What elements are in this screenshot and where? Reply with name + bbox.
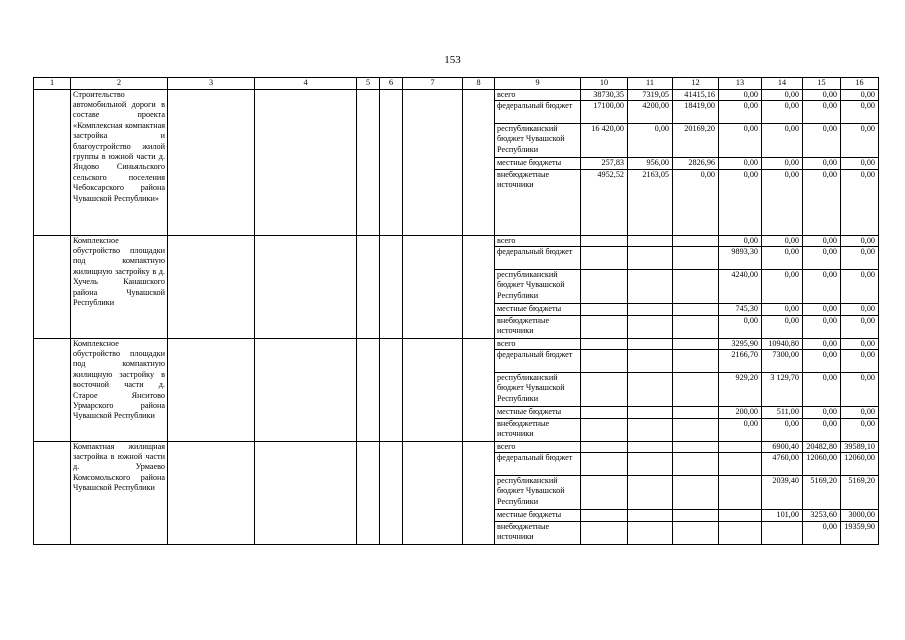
- amount-cell: [673, 407, 719, 419]
- amount-cell: [673, 418, 719, 441]
- amount-cell: [628, 441, 673, 453]
- row-number-cell: [34, 235, 71, 338]
- amount-cell: [719, 521, 762, 544]
- amount-cell: 5169,20: [841, 476, 879, 510]
- amount-cell: 0,00: [841, 304, 879, 316]
- amount-cell: [673, 350, 719, 373]
- empty-cell: [357, 338, 380, 441]
- amount-cell: 0,00: [673, 169, 719, 235]
- column-number: 8: [463, 78, 495, 90]
- amount-cell: [719, 476, 762, 510]
- amount-cell: 0,00: [803, 158, 841, 170]
- amount-cell: 0,00: [841, 124, 879, 158]
- amount-cell: [673, 441, 719, 453]
- empty-cell: [168, 89, 255, 235]
- funding-source: федеральный бюджет: [495, 101, 581, 124]
- amount-cell: [581, 304, 628, 316]
- funding-source: федеральный бюджет: [495, 350, 581, 373]
- amount-cell: 17100,00: [581, 101, 628, 124]
- funding-source: всего: [495, 441, 581, 453]
- amount-cell: 0,00: [841, 158, 879, 170]
- amount-cell: [628, 407, 673, 419]
- amount-cell: 0,00: [803, 407, 841, 419]
- funding-source: республиканский бюджет Чувашской Республики: [495, 373, 581, 407]
- amount-cell: 6900,40: [762, 441, 803, 453]
- empty-cell: [255, 441, 357, 544]
- funding-source: всего: [495, 235, 581, 247]
- amount-cell: 0,00: [803, 418, 841, 441]
- amount-cell: [628, 373, 673, 407]
- empty-cell: [357, 89, 380, 235]
- column-number: 15: [803, 78, 841, 90]
- amount-cell: [628, 453, 673, 476]
- empty-cell: [255, 235, 357, 338]
- funding-source: республиканский бюджет Чувашской Республики: [495, 476, 581, 510]
- amount-cell: 0,00: [841, 89, 879, 101]
- project-name: Компактная жилищная застройка в южной части д. Урмаево Комсомольского района Чувашской Республики: [71, 441, 168, 544]
- column-number: 10: [581, 78, 628, 90]
- amount-cell: 3 129,70: [762, 373, 803, 407]
- amount-cell: 38730,35: [581, 89, 628, 101]
- amount-cell: 20482,80: [803, 441, 841, 453]
- amount-cell: 0,00: [803, 373, 841, 407]
- amount-cell: 0,00: [803, 270, 841, 304]
- project-name: Комплексное обустройство площадки под компактную жилищную застройку в д. Хучель Канашского района Чувашской Республики: [71, 235, 168, 338]
- amount-cell: 0,00: [841, 315, 879, 338]
- empty-cell: [380, 89, 403, 235]
- amount-cell: 10940,80: [762, 338, 803, 350]
- empty-cell: [380, 235, 403, 338]
- amount-cell: 0,00: [803, 350, 841, 373]
- amount-cell: 0,00: [841, 338, 879, 350]
- amount-cell: [762, 521, 803, 544]
- amount-cell: 19359,90: [841, 521, 879, 544]
- amount-cell: 20169,20: [673, 124, 719, 158]
- amount-cell: 9893,30: [719, 247, 762, 270]
- column-number: 2: [71, 78, 168, 90]
- funding-source: местные бюджеты: [495, 158, 581, 170]
- funding-source: местные бюджеты: [495, 304, 581, 316]
- row-number-cell: [34, 89, 71, 235]
- funding-source: республиканский бюджет Чувашской Республики: [495, 270, 581, 304]
- amount-cell: 0,00: [719, 124, 762, 158]
- amount-cell: 0,00: [803, 315, 841, 338]
- amount-cell: 0,00: [762, 89, 803, 101]
- empty-cell: [380, 441, 403, 544]
- amount-cell: 2039,40: [762, 476, 803, 510]
- amount-cell: [581, 247, 628, 270]
- amount-cell: 0,00: [719, 418, 762, 441]
- amount-cell: [673, 304, 719, 316]
- amount-cell: 5169,20: [803, 476, 841, 510]
- funding-source: всего: [495, 89, 581, 101]
- amount-cell: 0,00: [719, 158, 762, 170]
- amount-cell: 0,00: [841, 169, 879, 235]
- amount-cell: [628, 247, 673, 270]
- funding-source: внебюджетные источники: [495, 169, 581, 235]
- empty-cell: [255, 89, 357, 235]
- amount-cell: [581, 441, 628, 453]
- amount-cell: 0,00: [803, 521, 841, 544]
- amount-cell: 0,00: [803, 247, 841, 270]
- amount-cell: 0,00: [841, 247, 879, 270]
- amount-cell: 929,20: [719, 373, 762, 407]
- amount-cell: 4200,00: [628, 101, 673, 124]
- amount-cell: [673, 510, 719, 522]
- amount-cell: [673, 270, 719, 304]
- amount-cell: [628, 510, 673, 522]
- amount-cell: 0,00: [719, 315, 762, 338]
- amount-cell: 0,00: [803, 89, 841, 101]
- column-number: 14: [762, 78, 803, 90]
- amount-cell: [581, 418, 628, 441]
- row-number-cell: [34, 441, 71, 544]
- amount-cell: 0,00: [841, 101, 879, 124]
- project-name: Комплексное обустройство площадки под компактную жилищную застройку в восточной части д. Старое Янситово Урмарского района Чувашской Республики: [71, 338, 168, 441]
- amount-cell: [719, 453, 762, 476]
- amount-cell: [673, 315, 719, 338]
- amount-cell: 7319,05: [628, 89, 673, 101]
- amount-cell: 16 420,00: [581, 124, 628, 158]
- column-number: 12: [673, 78, 719, 90]
- amount-cell: [673, 476, 719, 510]
- amount-cell: [581, 407, 628, 419]
- amount-cell: [673, 453, 719, 476]
- funding-source: федеральный бюджет: [495, 247, 581, 270]
- amount-cell: 41415,16: [673, 89, 719, 101]
- amount-cell: 2163,05: [628, 169, 673, 235]
- amount-cell: 0,00: [762, 418, 803, 441]
- amount-cell: [628, 315, 673, 338]
- amount-cell: [628, 418, 673, 441]
- empty-cell: [357, 441, 380, 544]
- amount-cell: 2166,70: [719, 350, 762, 373]
- amount-cell: [628, 338, 673, 350]
- amount-cell: [581, 315, 628, 338]
- table-row: [34, 338, 879, 350]
- amount-cell: [581, 235, 628, 247]
- amount-cell: 0,00: [841, 270, 879, 304]
- amount-cell: [581, 521, 628, 544]
- empty-cell: [403, 441, 463, 544]
- amount-cell: 3000,00: [841, 510, 879, 522]
- empty-cell: [380, 338, 403, 441]
- funding-source: местные бюджеты: [495, 407, 581, 419]
- amount-cell: 0,00: [762, 124, 803, 158]
- amount-cell: 18419,00: [673, 101, 719, 124]
- empty-cell: [357, 235, 380, 338]
- amount-cell: 257,83: [581, 158, 628, 170]
- empty-cell: [403, 235, 463, 338]
- amount-cell: 0,00: [719, 89, 762, 101]
- amount-cell: 4240,00: [719, 270, 762, 304]
- empty-cell: [463, 235, 495, 338]
- amount-cell: 0,00: [803, 169, 841, 235]
- funding-source: республиканский бюджет Чувашской Республики: [495, 124, 581, 158]
- amount-cell: 12060,00: [841, 453, 879, 476]
- column-number: 1: [34, 78, 71, 90]
- column-number: 3: [168, 78, 255, 90]
- empty-cell: [168, 441, 255, 544]
- amount-cell: 511,00: [762, 407, 803, 419]
- empty-cell: [463, 441, 495, 544]
- funding-source: федеральный бюджет: [495, 453, 581, 476]
- amount-cell: 0,00: [841, 235, 879, 247]
- table-row: [34, 89, 879, 101]
- column-number: 11: [628, 78, 673, 90]
- amount-cell: 12060,00: [803, 453, 841, 476]
- amount-cell: [673, 338, 719, 350]
- amount-cell: 3295,90: [719, 338, 762, 350]
- page-number: 153: [444, 54, 461, 66]
- budget-table: [33, 77, 879, 545]
- amount-cell: 3253,60: [803, 510, 841, 522]
- amount-cell: 0,00: [762, 101, 803, 124]
- empty-cell: [463, 89, 495, 235]
- amount-cell: 0,00: [719, 169, 762, 235]
- column-number: 16: [841, 78, 879, 90]
- amount-cell: 745,30: [719, 304, 762, 316]
- funding-source: всего: [495, 338, 581, 350]
- amount-cell: 101,00: [762, 510, 803, 522]
- empty-cell: [463, 338, 495, 441]
- amount-cell: 0,00: [762, 304, 803, 316]
- amount-cell: [719, 510, 762, 522]
- funding-source: внебюджетные источники: [495, 418, 581, 441]
- amount-cell: 0,00: [841, 373, 879, 407]
- amount-cell: 0,00: [803, 304, 841, 316]
- funding-source: местные бюджеты: [495, 510, 581, 522]
- amount-cell: 956,00: [628, 158, 673, 170]
- amount-cell: 0,00: [841, 418, 879, 441]
- amount-cell: [581, 338, 628, 350]
- amount-cell: 0,00: [803, 338, 841, 350]
- amount-cell: [628, 350, 673, 373]
- funding-source: внебюджетные источники: [495, 521, 581, 544]
- amount-cell: 0,00: [762, 169, 803, 235]
- amount-cell: 0,00: [841, 407, 879, 419]
- amount-cell: [673, 373, 719, 407]
- table-row: [34, 235, 879, 247]
- column-number: 4: [255, 78, 357, 90]
- amount-cell: [628, 235, 673, 247]
- column-number-row: [34, 78, 879, 90]
- amount-cell: 0,00: [841, 350, 879, 373]
- amount-cell: [719, 441, 762, 453]
- amount-cell: [628, 521, 673, 544]
- amount-cell: [628, 304, 673, 316]
- table-row: [34, 441, 879, 453]
- empty-cell: [403, 89, 463, 235]
- amount-cell: [581, 453, 628, 476]
- column-number: 13: [719, 78, 762, 90]
- amount-cell: 0,00: [719, 235, 762, 247]
- amount-cell: [673, 235, 719, 247]
- column-number: 7: [403, 78, 463, 90]
- amount-cell: 4760,00: [762, 453, 803, 476]
- amount-cell: 200,00: [719, 407, 762, 419]
- amount-cell: 0,00: [803, 235, 841, 247]
- column-number: 9: [495, 78, 581, 90]
- amount-cell: 2826,96: [673, 158, 719, 170]
- column-number: 6: [380, 78, 403, 90]
- column-number: 5: [357, 78, 380, 90]
- amount-cell: 0,00: [803, 101, 841, 124]
- amount-cell: 0,00: [762, 315, 803, 338]
- amount-cell: 0,00: [719, 101, 762, 124]
- amount-cell: [673, 247, 719, 270]
- amount-cell: [581, 350, 628, 373]
- amount-cell: 4952,52: [581, 169, 628, 235]
- project-name: Строительство автомобильной дороги в составе проекта «Комплексная компактная застройка и благоустройство жилой группы в южной части д. Яндово Синьяльского сельского поселения Чебоксарского района Чувашской Республики»: [71, 89, 168, 235]
- amount-cell: 0,00: [803, 124, 841, 158]
- row-number-cell: [34, 338, 71, 441]
- empty-cell: [403, 338, 463, 441]
- amount-cell: [581, 510, 628, 522]
- amount-cell: 0,00: [762, 235, 803, 247]
- amount-cell: [581, 270, 628, 304]
- amount-cell: [628, 270, 673, 304]
- funding-source: внебюджетные источники: [495, 315, 581, 338]
- amount-cell: 0,00: [628, 124, 673, 158]
- amount-cell: 0,00: [762, 247, 803, 270]
- amount-cell: [581, 476, 628, 510]
- empty-cell: [168, 235, 255, 338]
- amount-cell: [581, 373, 628, 407]
- empty-cell: [168, 338, 255, 441]
- amount-cell: [628, 476, 673, 510]
- amount-cell: 7300,00: [762, 350, 803, 373]
- empty-cell: [255, 338, 357, 441]
- amount-cell: [673, 521, 719, 544]
- amount-cell: 0,00: [762, 158, 803, 170]
- amount-cell: 39589,10: [841, 441, 879, 453]
- amount-cell: 0,00: [762, 270, 803, 304]
